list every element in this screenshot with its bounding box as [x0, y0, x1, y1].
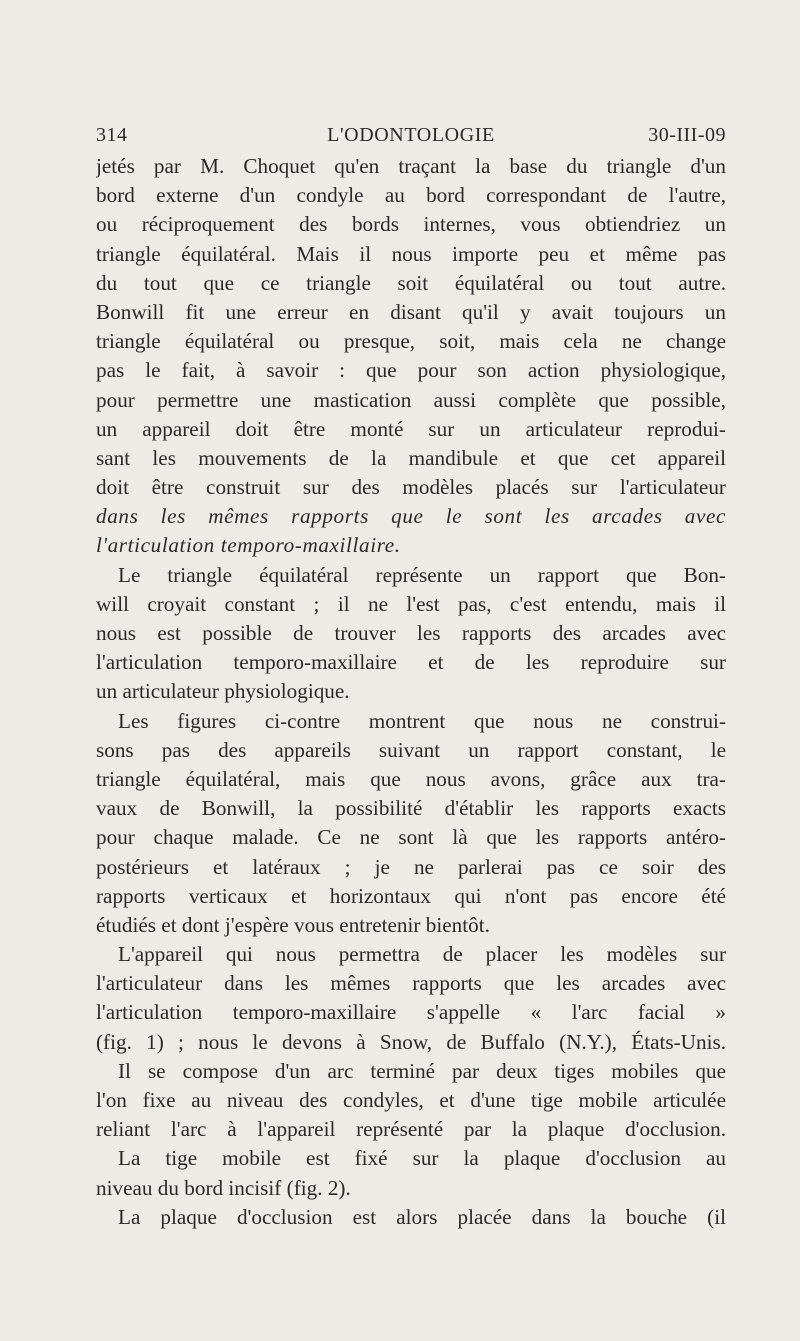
text-line: un appareil doit être monté sur un articulateur reprodui- — [96, 416, 726, 441]
issue-date: 30-III-09 — [648, 124, 726, 146]
text-line: will croyait constant ; il ne l'est pas, c'est entendu, mais il — [96, 591, 726, 616]
text-line: du tout que ce triangle soit équilatéral ou tout autre. — [96, 270, 726, 295]
text-line: sons pas des appareils suivant un rapport constant, le — [96, 737, 726, 762]
text-line: l'on fixe au niveau des condyles, et d'une tige mobile articulée — [96, 1088, 726, 1112]
italic-text-line: l'articulation temporo-maxillaire. — [96, 533, 401, 558]
text-line: reliant l'arc à l'appareil représenté par la plaque d'occlusion. — [96, 1117, 726, 1142]
text-line: doit être construit sur des modèles placés sur l'articulateur — [96, 475, 726, 500]
text-line: triangle équilatéral ou presque, soit, mais cela ne change — [96, 329, 726, 354]
text-line: jetés par M. Choquet qu'en traçant la base du triangle d'un — [96, 154, 726, 178]
text-line: La plaque d'occlusion est alors placée dans la bouche (il — [118, 1204, 726, 1229]
text-line: Il se compose d'un arc terminé par deux tiges mobiles que — [118, 1058, 726, 1083]
text-line: La tige mobile est fixé sur la plaque d'occlusion au — [118, 1146, 726, 1171]
text-line: rapports verticaux et horizontaux qui n'ont pas encore été — [96, 883, 726, 908]
italic-text-line: dans les mêmes rapports que le sont les arcades avec — [96, 504, 726, 529]
text-line: l'articulation temporo-maxillaire s'appelle « l'arc facial » — [96, 1000, 726, 1025]
journal-title: L'ODONTOLOGIE — [327, 124, 495, 146]
text-line: étudiés et dont j'espère vous entretenir bientôt. — [96, 912, 490, 937]
text-line: Le triangle équilatéral représente un rapport que Bon- — [118, 562, 726, 587]
text-line: triangle équilatéral, mais que nous avons, grâce aux tra- — [96, 766, 726, 791]
page-number: 314 — [96, 124, 128, 146]
text-line: pour permettre une mastication aussi complète que possible, — [96, 387, 726, 412]
running-head — [96, 124, 726, 154]
text-line: (fig. 1) ; nous le devons à Snow, de Buffalo (N.Y.), États-Unis. — [96, 1029, 726, 1054]
text-line: un articulateur physiologique. — [96, 679, 350, 704]
text-line: ou réciproquement des bords internes, vous obtiendriez un — [96, 212, 726, 237]
text-line: l'articulation temporo-maxillaire et de les reproduire sur — [96, 650, 726, 675]
text-line: nous est possible de trouver les rapports des arcades avec — [96, 621, 726, 645]
text-line: niveau du bord incisif (fig. 2). — [96, 1175, 351, 1200]
text-line: pas le fait, à savoir : que pour son action physiologique, — [96, 358, 726, 383]
text-line: l'articulateur dans les mêmes rapports que les arcades avec — [96, 971, 726, 996]
text-line: pour chaque malade. Ce ne sont là que les rapports antéro- — [96, 825, 726, 850]
text-line: postérieurs et latéraux ; je ne parlerai pas ce soir des — [96, 854, 726, 879]
text-line: triangle équilatéral. Mais il nous importe peu et même pas — [96, 241, 726, 266]
article-body — [96, 152, 726, 1232]
text-line: bord externe d'un condyle au bord correspondant de l'autre, — [96, 183, 726, 208]
text-line: L'appareil qui nous permettra de placer les modèles sur — [118, 942, 726, 967]
text-line: Les figures ci-contre montrent que nous ne construi- — [118, 708, 726, 733]
text-line: sant les mouvements de la mandibule et que cet appareil — [96, 445, 726, 470]
text-line: vaux de Bonwill, la possibilité d'établir les rapports exacts — [96, 796, 726, 821]
text-line: Bonwill fit une erreur en disant qu'il y avait toujours un — [96, 299, 726, 324]
